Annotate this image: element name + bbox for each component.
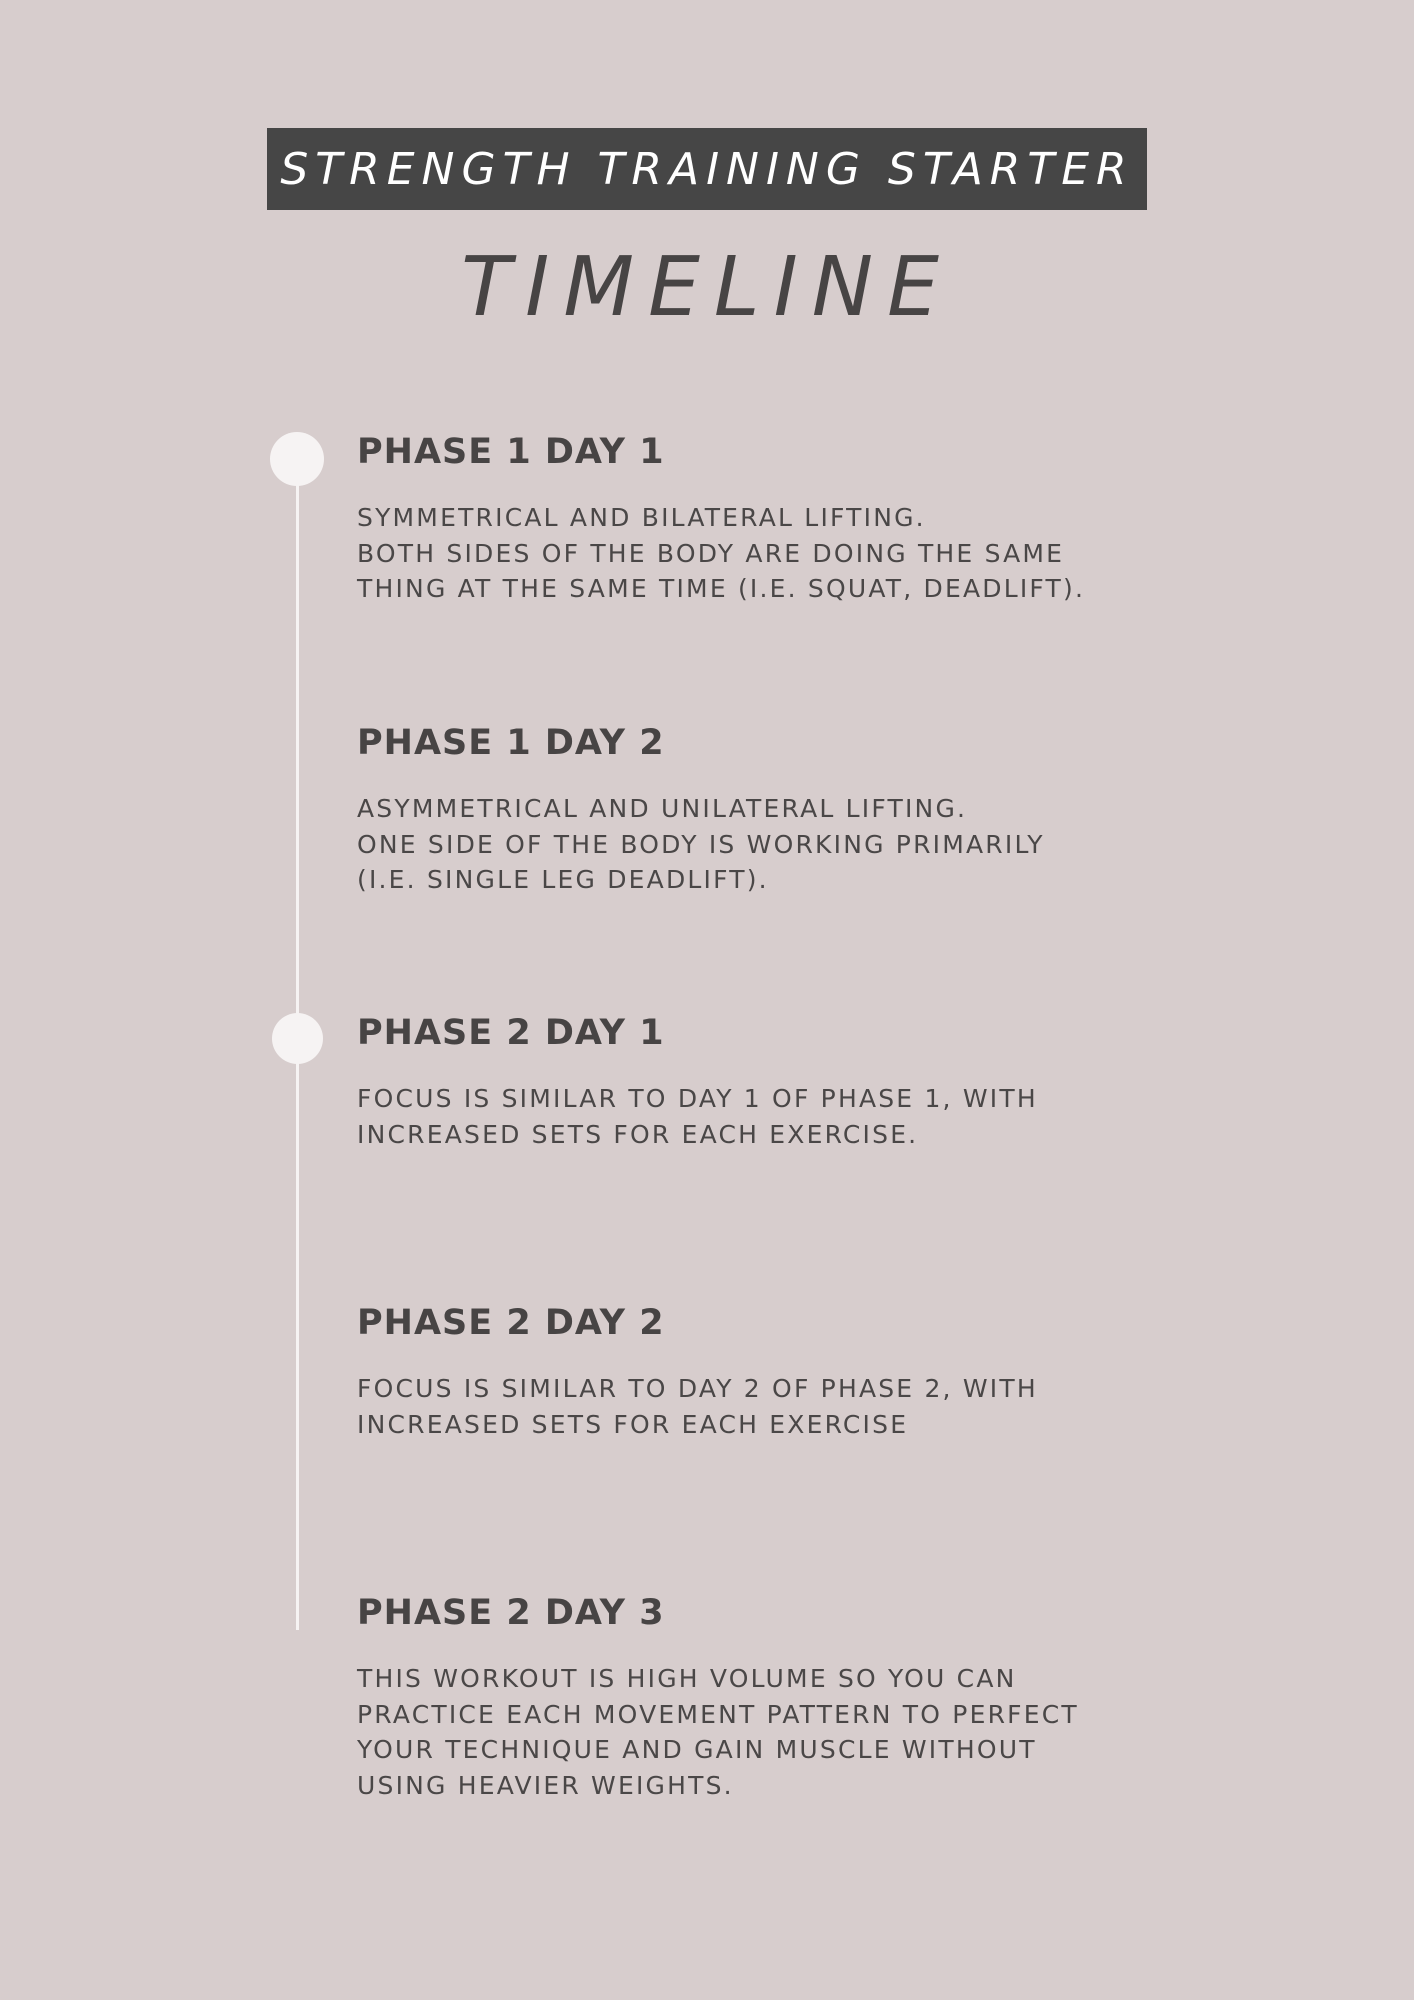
entry-heading: PHASE 2 DAY 2 — [357, 1303, 665, 1343]
entry-line: SYMMETRICAL AND BILATERAL LIFTING. — [357, 503, 926, 532]
entry-line: THIS WORKOUT IS HIGH VOLUME SO YOU CAN — [357, 1664, 1017, 1693]
timeline-entry-phase-1-day-1 — [357, 430, 1177, 607]
entry-line: BOTH SIDES OF THE BODY ARE DOING THE SAME — [357, 538, 1065, 568]
entry-line: ASYMMETRICAL AND UNILATERAL LIFTING. — [357, 794, 968, 823]
header-title: STRENGTH TRAINING STARTER — [280, 143, 1134, 195]
entry-line: YOUR TECHNIQUE AND GAIN MUSCLE WITHOUT — [357, 1735, 1037, 1764]
entry-heading: PHASE 1 DAY 2 — [357, 723, 665, 763]
entry-description — [357, 1371, 1177, 1442]
entry-heading: PHASE 2 DAY 3 — [357, 1593, 665, 1633]
header-banner — [267, 128, 1147, 210]
entry-heading: PHASE 2 DAY 1 — [357, 1013, 665, 1053]
entry-line: INCREASED SETS FOR EACH EXERCISE — [357, 1409, 909, 1439]
entry-line: INCREASED SETS FOR EACH EXERCISE. — [357, 1119, 919, 1149]
entry-line: FOCUS IS SIMILAR TO DAY 1 OF PHASE 1, WITH — [357, 1084, 1038, 1113]
entry-line: ONE SIDE OF THE BODY IS WORKING PRIMARILY — [357, 829, 1045, 859]
entry-heading: PHASE 1 DAY 1 — [357, 432, 665, 472]
timeline-dot-phase-1 — [270, 432, 324, 486]
timeline-dot-phase-2 — [272, 1013, 323, 1064]
timeline-entry-phase-2-day-2 — [357, 1301, 1177, 1442]
page-title: TIMELINE — [461, 240, 953, 335]
timeline-entry-phase-1-day-2 — [357, 721, 1177, 898]
timeline-entry-phase-2-day-1 — [357, 1011, 1177, 1152]
entry-description — [357, 791, 1177, 898]
entry-line: FOCUS IS SIMILAR TO DAY 2 OF PHASE 2, WITH — [357, 1374, 1038, 1403]
entry-description — [357, 1081, 1177, 1152]
entry-description — [357, 500, 1177, 607]
entry-description — [357, 1661, 1177, 1803]
entry-line: USING HEAVIER WEIGHTS. — [357, 1770, 734, 1800]
entry-line: PRACTICE EACH MOVEMENT PATTERN TO PERFECT — [357, 1699, 1079, 1729]
entry-line: THING AT THE SAME TIME (I.E. SQUAT, DEADLIFT). — [357, 574, 1086, 603]
entry-line: (I.E. SINGLE LEG DEADLIFT). — [357, 865, 769, 894]
timeline-entry-phase-2-day-3 — [357, 1591, 1177, 1803]
